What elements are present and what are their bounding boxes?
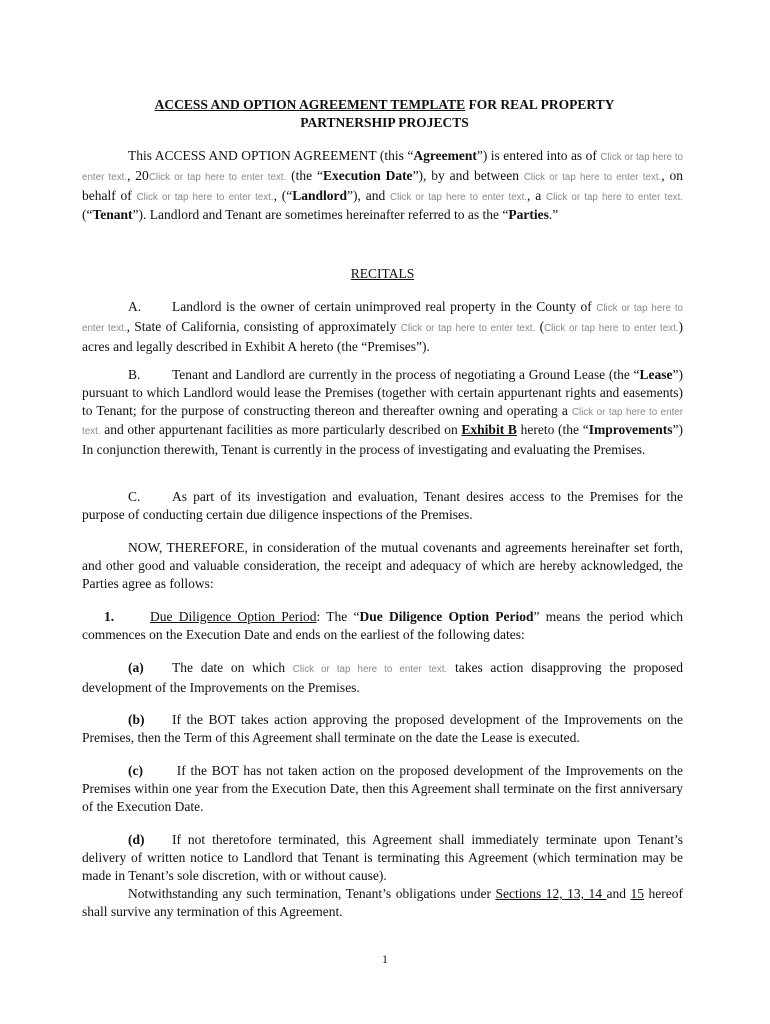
section-1-heading: Due Diligence Option Period <box>150 609 317 624</box>
exhibit-b-link: Exhibit B <box>461 422 517 438</box>
placeholder-field[interactable]: Click or tap here to enter text. <box>546 191 684 203</box>
sections-ref: Sections 12, 13, 14 <box>495 886 607 901</box>
section-1-number: 1. <box>104 609 115 624</box>
recital-b: B. Tenant and Landlord are currently in the process of negotiating a Ground Lease (the “Lease”) pursuant to which Landlord would lease the Premises (together with certain appurtenant rights and easements) to Tenant; for the purpose of constructing thereon and thereafter owning and operating a Click or tap here to enter text. and other appurtenant facilities as more particularly described on Exhibit B hereto (the “Improvements”) In conjunction therewith, Tenant is currently in the process of investigating and evaluating the Premises. <box>82 367 684 458</box>
placeholder-field[interactable]: Click or tap here to enter text. <box>400 322 536 334</box>
section-1: 1. Due Diligence Option Period: The “Due Diligence Option Period” means the period which commences on the Execution Date and ends on the earliest of the following dates: <box>82 609 684 642</box>
page-number: 1 <box>382 952 388 966</box>
item-a-label: (a) <box>128 660 144 675</box>
placeholder-field[interactable]: Click or tap here to enter text. <box>82 303 683 334</box>
placeholder-field[interactable]: Click or tap here to enter text. <box>148 171 287 183</box>
document-title <box>82 96 687 132</box>
placeholder-field[interactable]: Click or tap here to enter text. <box>82 152 683 183</box>
placeholder-field[interactable]: Click or tap here to enter text. <box>82 406 684 438</box>
placeholder-field[interactable]: Click or tap here to enter text. <box>390 191 528 203</box>
placeholder-field[interactable]: Click or tap here to enter text. <box>136 191 274 203</box>
recital-b-label: B. <box>128 367 141 382</box>
notwithstanding-paragraph: Notwithstanding any such termination, Tenant’s obligations under Sections 12, 13, 14 and 15 hereof shall survive any termination of this Agreement. <box>82 886 684 919</box>
now-therefore-paragraph: NOW, THEREFORE, in consideration of the mutual covenants and agreements hereinafter set forth, and other good and valuable consideration, the receipt and adequacy of which are hereby acknowledged, the Parties agree as follows: <box>82 540 683 591</box>
recital-a: A. Landlord is the owner of certain unimproved real property in the County of Click or tap here to enter text., State of California, consisting of approximately Click or tap here to enter text. (Click or tap here to enter text.) acres and legally described in Exhibit A hereto (the “Premises”). <box>82 299 684 354</box>
item-c: (c) If the BOT has not taken action on the proposed development of the Improvements on the Premises within one year from the Execution Date, then this Agreement shall terminate on the first anniversary of the Execution Date. <box>82 763 683 814</box>
intro-paragraph: This ACCESS AND OPTION AGREEMENT (this “Agreement”) is entered into as of Click or tap here to enter text., 20Click or tap here to enter text. (the “Execution Date”), by and between Click or tap here to enter text., on behalf of Click or tap here to enter text., (“Landlord”), and Click or tap here to enter text., a Click or tap here to enter text. (“Tenant”). Landlord and Tenant are sometimes hereinafter referred to as the “Parties.” <box>82 148 684 223</box>
item-a: (a) The date on which Click or tap here to enter text. takes action disapproving the proposed development of the Improvements on the Premises. <box>82 660 684 695</box>
item-b-label: (b) <box>128 712 145 727</box>
title-line2: PARTNERSHIP PROJECTS <box>300 115 469 130</box>
placeholder-field[interactable]: Click or tap here to enter text. <box>544 322 679 334</box>
item-d: (d) If not theretofore terminated, this Agreement shall immediately terminate upon Tenant’s delivery of written notice to Landlord that Tenant is terminating this Agreement (which termination may be made in Tenant’s sole discretion, with or without cause). <box>82 832 683 883</box>
title-part1: ACCESS AND OPTION AGREEMENT TEMPLATE <box>154 97 466 112</box>
section-15-ref: 15 <box>630 886 645 901</box>
recital-a-label: A. <box>128 299 142 314</box>
item-c-label: (c) <box>128 763 143 778</box>
placeholder-field[interactable]: Click or tap here to enter text. <box>292 664 448 675</box>
recital-c: C. As part of its investigation and evaluation, Tenant desires access to the Premises for the purpose of conducting certain due diligence inspections of the Premises. <box>82 489 683 522</box>
placeholder-field[interactable]: Click or tap here to enter text. <box>523 171 662 183</box>
recital-c-label: C. <box>128 489 141 504</box>
item-b: (b) If the BOT takes action approving the proposed development of the Improvements on the Premises, then the Term of this Agreement shall terminate on the date the Lease is executed. <box>82 712 683 745</box>
item-d-label: (d) <box>128 832 145 847</box>
recitals-heading: RECITALS <box>350 266 415 281</box>
title-part2: FOR REAL PROPERTY <box>465 97 615 112</box>
